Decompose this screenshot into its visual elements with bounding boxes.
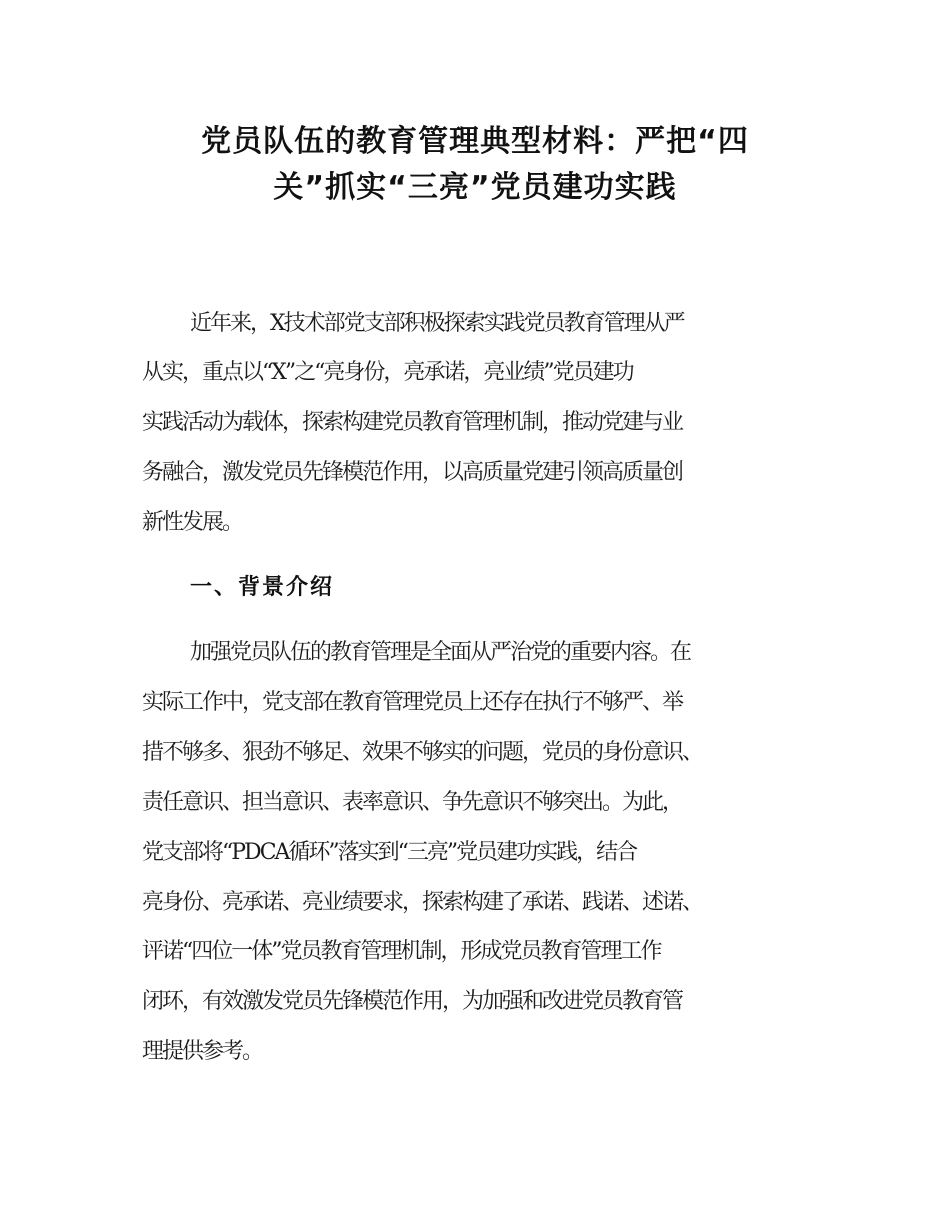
section-paragraph-line-1: 加强党员队伍的教育管理是全面从严治党的重要内容。在: [190, 640, 691, 665]
section-paragraph-line-5: 党支部将“PDCA循环”落实到“三亮”党员建功实践，结合: [142, 840, 637, 865]
section-paragraph-line-6: 亮身份、亮承诺、亮业绩要求，探索构建了承诺、践诺、述诺、: [142, 890, 703, 915]
section-paragraph-line-7: 评诺“四位一体”党员教育管理机制，形成党员教育管理工作: [142, 939, 661, 964]
section-paragraph-line-2: 实际工作中，党支部在教育管理党员上还存在执行不够严、举: [142, 690, 683, 715]
intro-paragraph-line-5: 新性发展。: [142, 510, 243, 535]
intro-paragraph-line-1: 近年来，X技术部党支部积极探索实践党员教育管理从严: [190, 311, 684, 336]
section-heading: 一、背景介绍: [190, 575, 335, 600]
intro-paragraph-line-2: 从实，重点以“X”之“亮身份，亮承诺，亮业绩”党员建功: [142, 360, 633, 385]
intro-paragraph-line-3: 实践活动为载体，探索构建党员教育管理机制，推动党建与业: [142, 410, 683, 435]
section-paragraph-line-3: 措不够多、狠劲不够足、效果不够实的问题，党员的身份意识、: [142, 740, 703, 765]
intro-paragraph-line-4: 务融合，激发党员先锋模范作用，以高质量党建引领高质量创: [142, 460, 683, 485]
document-title-line-1: 党员队伍的教育管理典型材料：严把“四: [201, 124, 749, 159]
section-paragraph-line-4: 责任意识、担当意识、表率意识、争先意识不够突出。为此，: [142, 790, 683, 815]
section-paragraph-line-9: 理提供参考。: [142, 1039, 263, 1064]
section-paragraph-line-8: 闭环，有效激发党员先锋模范作用，为加强和改进党员教育管: [142, 989, 683, 1014]
document-title-line-2: 关”抓实“三亮”党员建功实践: [273, 170, 677, 205]
